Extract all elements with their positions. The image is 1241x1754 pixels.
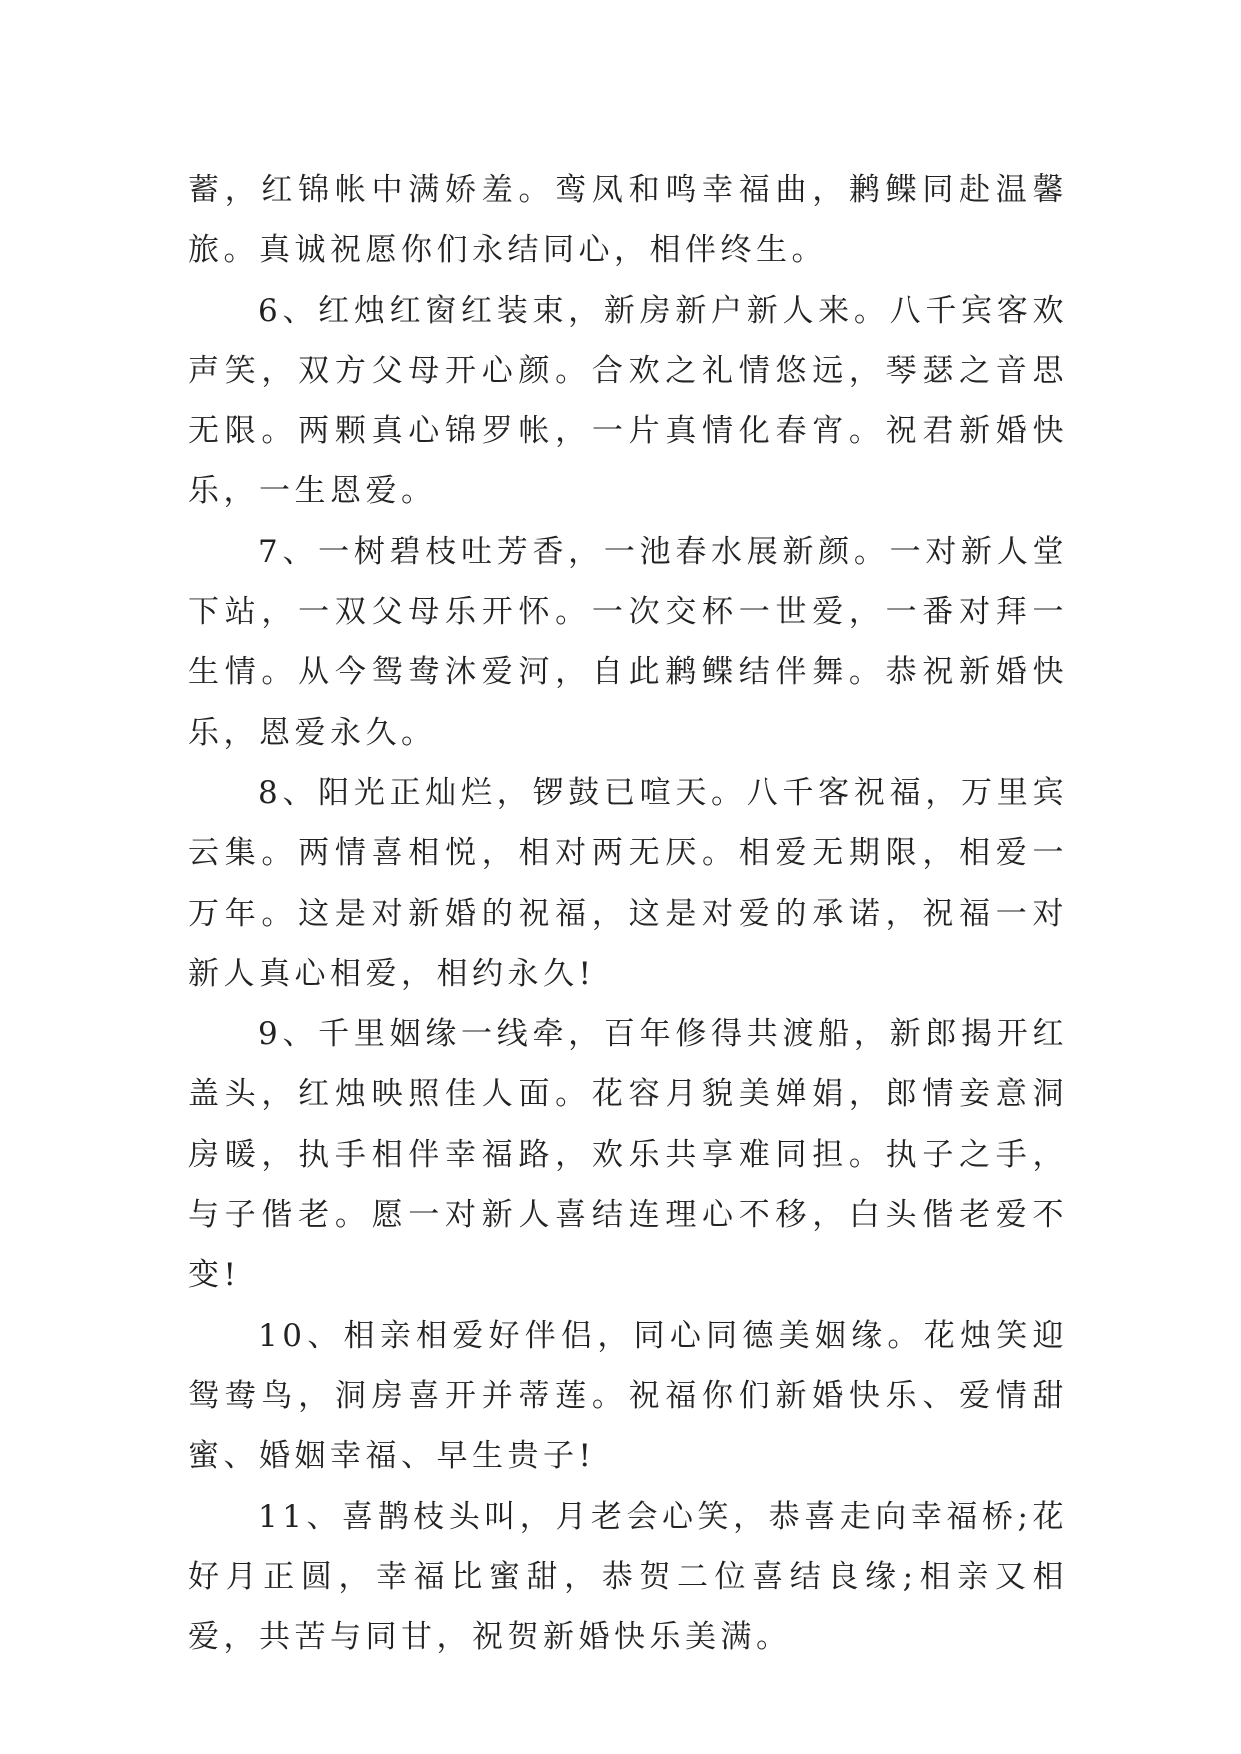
paragraph-blessing-7: 7、一树碧枝吐芳香，一池春水展新颜。一对新人堂下站，一双父母乐开怀。一次交杯一世爱，一番对拜一生情。从今鸳鸯沐爱河，自此鹣鲽结伴舞。恭祝新婚快乐，恩爱永久。 xyxy=(188,533,1068,751)
paragraph-blessing-9: 9、千里姻缘一线牵，百年修得共渡船，新郎揭开红盖头，红烛映照佳人面。花容月貌美婵娟，郎情妾意洞房暖，执手相伴幸福路，欢乐共享难同担。执子之手，与子偕老。愿一对新人喜结连理心不移，白头偕老爱不变! xyxy=(188,1016,1068,1294)
paragraph-blessing-10: 10、相亲相爱好伴侣，同心同德美姻缘。花烛笑迎鸳鸯鸟，洞房喜开并蒂莲。祝福你们新婚快乐、爱情甜蜜、婚姻幸福、早生贵子! xyxy=(188,1317,1068,1475)
paragraph-blessing-11: 11、喜鹊枝头叫，月老会心笑，恭喜走向幸福桥;花好月正圆，幸福比蜜甜，恭贺二位喜结良缘;相亲又相爱，共苦与同甘，祝贺新婚快乐美满。 xyxy=(188,1498,1068,1656)
paragraph-blessing-6: 6、红烛红窗红装束，新房新户新人来。八千宾客欢声笑，双方父母开心颜。合欢之礼情悠远，琴瑟之音思无限。两颗真心锦罗帐，一片真情化春宵。祝君新婚快乐，一生恩爱。 xyxy=(188,292,1068,510)
document-body xyxy=(188,160,1068,1667)
paragraph-continuation: 蓄，红锦帐中满娇羞。鸾凤和鸣幸福曲，鹣鲽同赴温馨旅。真诚祝愿你们永结同心，相伴终生。 xyxy=(188,172,1068,269)
paragraph-blessing-8: 8、阳光正灿烂，锣鼓已喧天。八千客祝福，万里宾云集。两情喜相悦，相对两无厌。相爱无期限，相爱一万年。这是对新婚的祝福，这是对爱的承诺，祝福一对新人真心相爱，相约永久! xyxy=(188,774,1068,992)
